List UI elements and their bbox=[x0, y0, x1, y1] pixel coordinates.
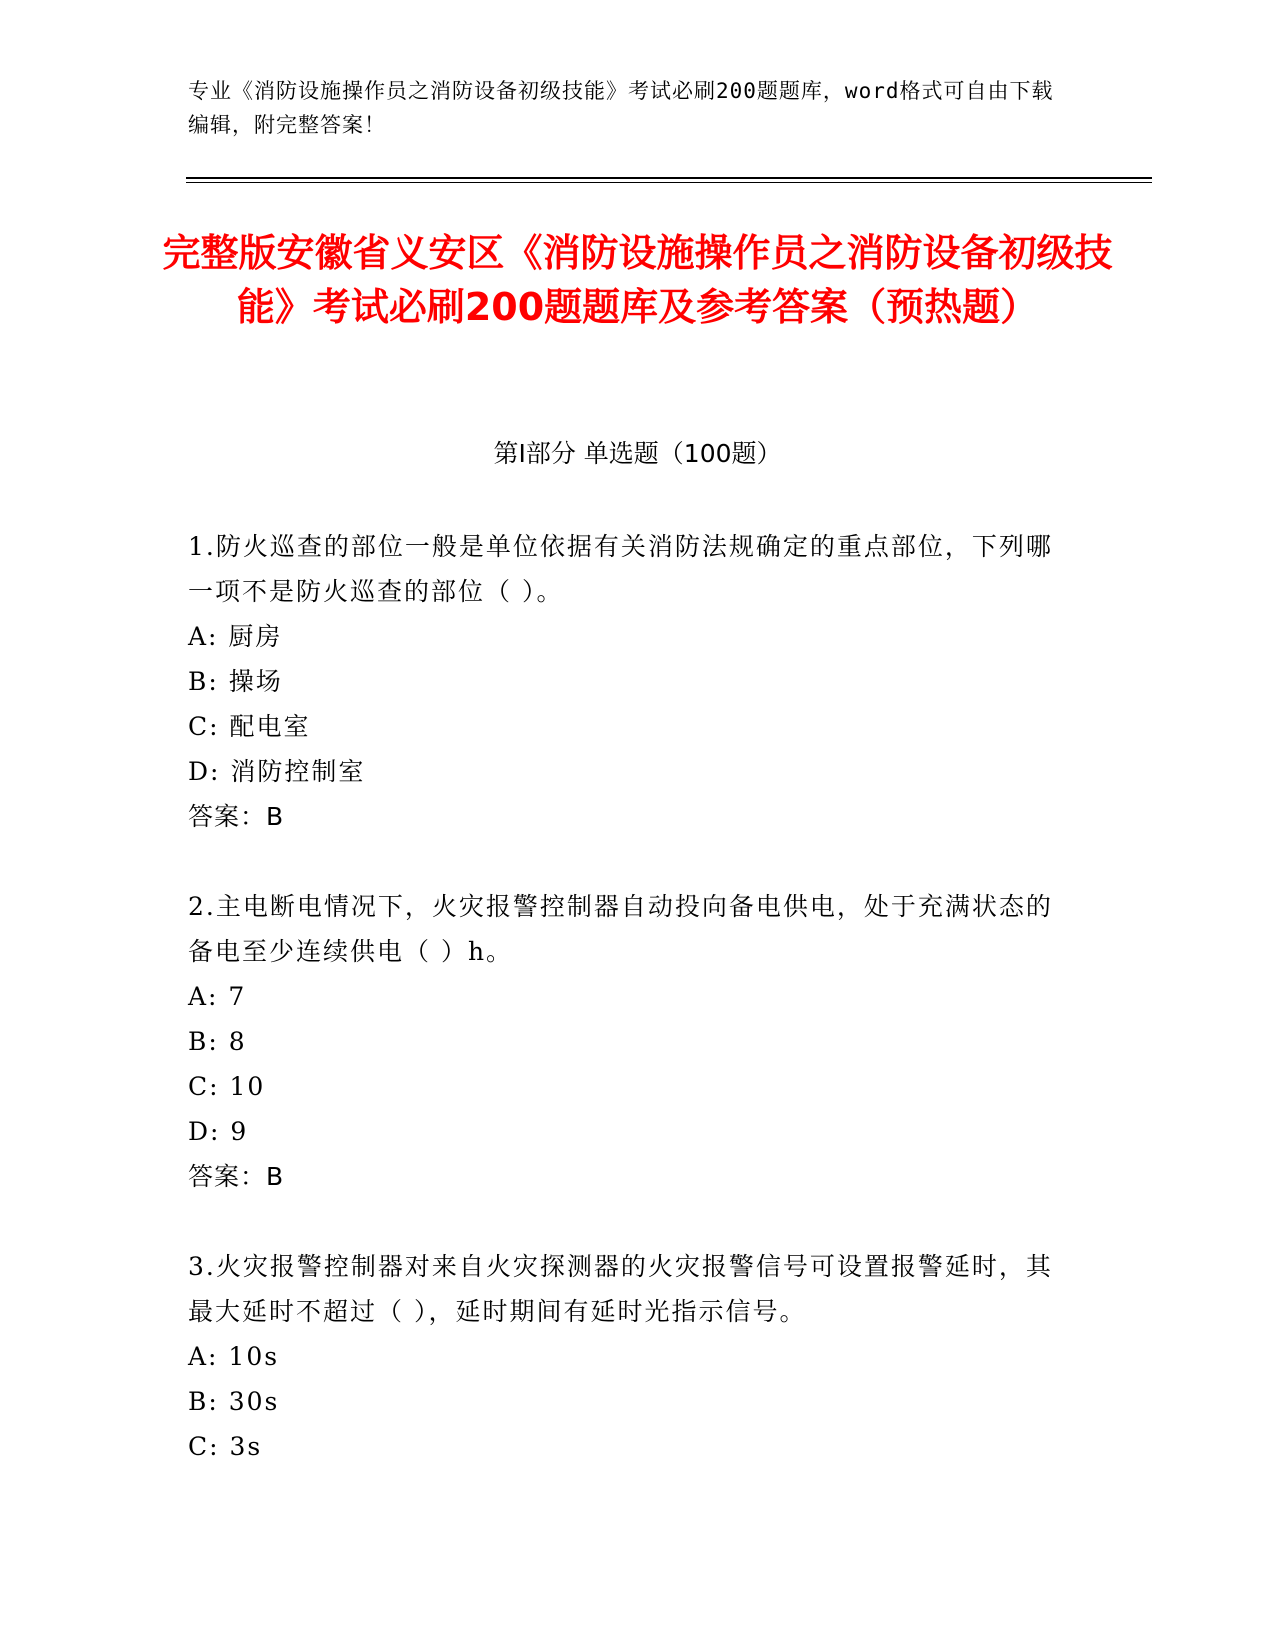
answer: 答案：B bbox=[188, 1162, 285, 1191]
option-c: C: 配电室 bbox=[188, 712, 311, 741]
header-divider-thick bbox=[186, 177, 1152, 179]
option-b: B: 操场 bbox=[188, 667, 283, 696]
option-a: A: 厨房 bbox=[188, 622, 283, 651]
option-d: D: 消防控制室 bbox=[188, 757, 366, 786]
option-a: A: 10s bbox=[188, 1342, 280, 1371]
option-c: C: 10 bbox=[188, 1072, 266, 1101]
header-note: 专业《消防设施操作员之消防设备初级技能》考试必刷200题题库，word格式可自由下载编辑，附完整答案！ bbox=[188, 79, 1054, 137]
answer: 答案：B bbox=[188, 802, 285, 831]
question-text: 3.火灾报警控制器对来自火灾探测器的火灾报警信号可设置报警延时，其最大延时不超过（ ），延时期间有延时光指示信号。 bbox=[188, 1252, 1053, 1326]
section-title: 第I部分 单选题（100题） bbox=[493, 439, 782, 468]
question-2 bbox=[188, 884, 1068, 1199]
document-title: 完整版安徽省义安区《消防设施操作员之消防设备初级技能》考试必刷200题题库及参考答案（预热题） bbox=[162, 231, 1113, 329]
question-text: 2.主电断电情况下，火灾报警控制器自动投向备电供电，处于充满状态的备电至少连续供电（ ）h。 bbox=[188, 892, 1053, 966]
option-b: B: 8 bbox=[188, 1027, 247, 1056]
question-text: 1.防火巡查的部位一般是单位依据有关消防法规确定的重点部位，下列哪一项不是防火巡查的部位（ ）。 bbox=[188, 532, 1053, 606]
option-d: D: 9 bbox=[188, 1117, 249, 1146]
option-a: A: 7 bbox=[188, 982, 247, 1011]
question-3 bbox=[188, 1244, 1068, 1469]
header-divider-thin bbox=[186, 182, 1152, 183]
question-list bbox=[188, 524, 1068, 1514]
option-b: B: 30s bbox=[188, 1387, 280, 1416]
question-1 bbox=[188, 524, 1068, 839]
option-c: C: 3s bbox=[188, 1432, 263, 1461]
